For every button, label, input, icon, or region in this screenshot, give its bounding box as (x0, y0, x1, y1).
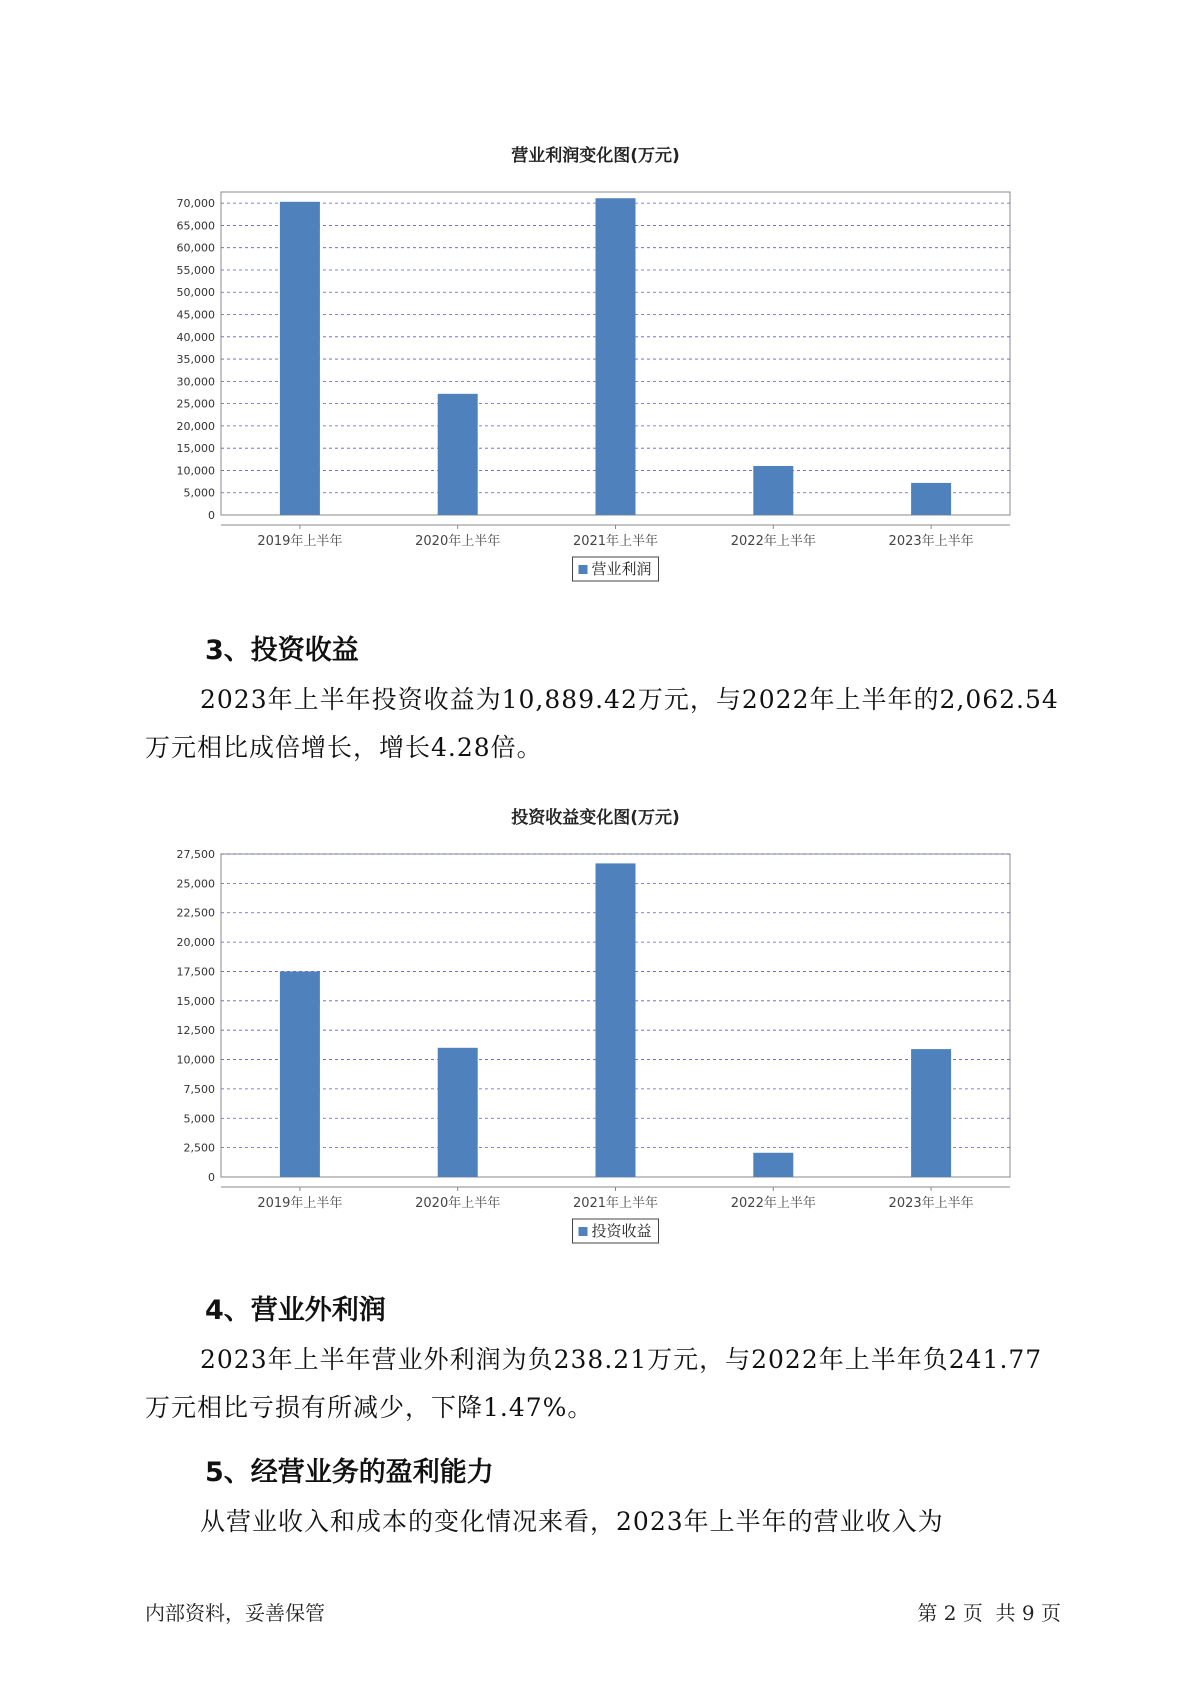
y-tick-label: 70,000 (176, 197, 215, 211)
section-3-heading: 3、投资收益 (205, 635, 359, 666)
section-5-paragraph: 从营业收入和成本的变化情况来看，2023年上半年的营业收入为 (200, 1507, 944, 1536)
x-tick-label: 2021年上半年 (572, 534, 659, 549)
y-tick-label: 2,500 (183, 1141, 215, 1155)
legend (573, 1219, 659, 1243)
y-tick-label: 0 (208, 509, 215, 522)
bar (911, 1049, 951, 1177)
y-tick-label: 5,000 (183, 1112, 215, 1126)
section-4-heading: 4、营业外利润 (205, 1295, 386, 1326)
legend-swatch (579, 565, 588, 574)
y-tick-label: 10,000 (176, 464, 215, 478)
bar (438, 1048, 478, 1177)
x-tick-label: 2023年上半年 (888, 1196, 974, 1211)
chart-2-title: 投资收益变化图(万元) (511, 808, 680, 828)
y-tick-label: 7,500 (183, 1082, 215, 1096)
bar (280, 202, 320, 515)
section-3-paragraph: 2023年上半年投资收益为10,889.42万元，与2022年上半年的2,062.54万元相比成倍增长，增长4.28倍。 (145, 685, 1059, 762)
x-tick-label: 2020年上半年 (415, 1196, 501, 1211)
bar (911, 483, 951, 515)
y-tick-label: 5,000 (183, 486, 215, 500)
y-tick-label: 30,000 (176, 375, 215, 389)
section-5-heading: 5、经营业务的盈利能力 (205, 1457, 494, 1488)
legend-swatch (579, 1227, 588, 1236)
y-tick-label: 17,500 (176, 965, 215, 979)
x-tick-label: 2022年上半年 (730, 534, 816, 549)
y-tick-label: 20,000 (176, 419, 215, 433)
x-tick-label: 2023年上半年 (888, 534, 974, 549)
y-tick-label: 12,500 (176, 1024, 215, 1038)
y-tick-label: 20,000 (176, 936, 215, 950)
y-tick-label: 35,000 (176, 353, 215, 367)
y-tick-label: 15,000 (176, 994, 215, 1008)
y-tick-label: 15,000 (176, 442, 215, 456)
legend-label: 投资收益 (591, 1222, 652, 1240)
bar (596, 198, 636, 515)
bar (596, 863, 636, 1177)
y-tick-label: 50,000 (176, 286, 215, 300)
y-tick-label: 0 (208, 1171, 215, 1184)
y-tick-label: 25,000 (176, 397, 215, 411)
y-tick-label: 65,000 (176, 219, 215, 233)
operating-profit-chart (140, 170, 1010, 630)
x-tick-label: 2019年上半年 (257, 1196, 343, 1211)
x-tick-label: 2022年上半年 (730, 1196, 816, 1211)
bar (438, 394, 478, 515)
y-tick-label: 40,000 (176, 330, 215, 344)
y-tick-label: 27,500 (176, 848, 215, 861)
y-tick-label: 10,000 (176, 1053, 215, 1067)
footer-confidential-note: 内部资料，妥善保管 (145, 1601, 325, 1625)
legend-label: 营业利润 (591, 560, 652, 578)
footer-page-number: 第 2 页 共 9 页 (917, 1601, 1061, 1625)
y-tick-label: 25,000 (176, 877, 215, 891)
investment-income-chart (140, 832, 1010, 1292)
chart-1-title: 营业利润变化图(万元) (511, 146, 680, 166)
y-tick-label: 45,000 (176, 308, 215, 322)
section-4-paragraph: 2023年上半年营业外利润为负238.21万元，与2022年上半年负241.77万元相比亏损有所减少，下降1.47%。 (145, 1345, 1043, 1422)
bar (280, 971, 320, 1177)
y-tick-label: 60,000 (176, 241, 215, 255)
bar (753, 1153, 793, 1177)
legend (573, 557, 659, 581)
x-tick-label: 2019年上半年 (257, 534, 343, 549)
x-tick-label: 2021年上半年 (572, 1196, 659, 1211)
bar (753, 466, 793, 515)
x-tick-label: 2020年上半年 (415, 534, 501, 549)
y-tick-label: 55,000 (176, 263, 215, 277)
y-tick-label: 22,500 (176, 906, 215, 920)
